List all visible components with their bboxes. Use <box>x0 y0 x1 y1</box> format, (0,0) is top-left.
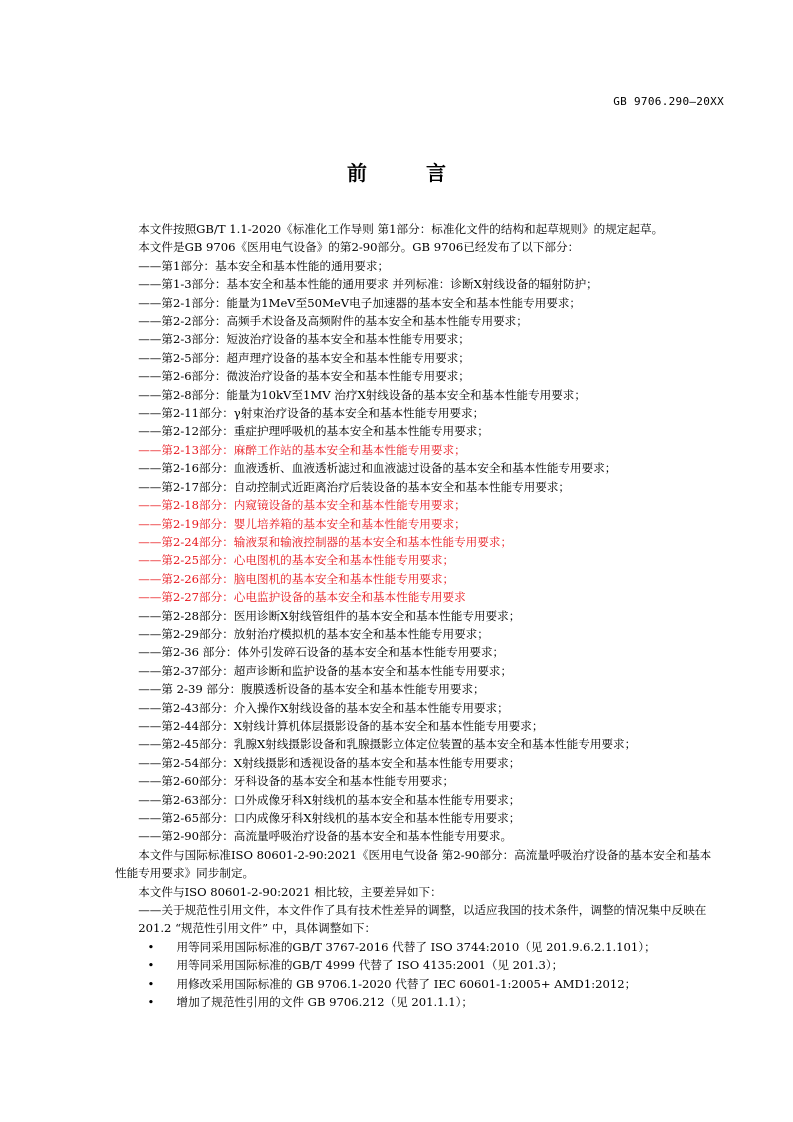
list-item: ——第2-18部分：内窥镜设备的基本安全和基本性能专用要求； <box>138 498 466 513</box>
document-body <box>115 220 717 1011</box>
bullet-list <box>115 938 717 1012</box>
document-id: GB 9706.290—20XX <box>613 95 724 108</box>
bullet-item <box>115 975 717 993</box>
parts-list <box>115 257 717 846</box>
adoption-paragraph: 本文件与国际标准ISO 80601-2-90:2021《医用电气设备 第2-90部分：高流量呼吸治疗设备的基本安全和基本性能专用要求》同步制定。 <box>115 847 712 881</box>
bullet-item <box>115 956 717 974</box>
bullet-dot-icon: • <box>147 939 155 954</box>
change-item <box>115 901 717 938</box>
list-item: ——第2-25部分：心电图机的基本安全和基本性能专用要求； <box>138 553 455 568</box>
comparison-paragraph: 本文件与ISO 80601-2-90:2021 相比较，主要差异如下： <box>138 884 442 899</box>
list-item: ——第2-8部分：能量为10kV至1MV 治疗X射线设备的基本安全和基本性能专用要求； <box>138 387 586 402</box>
list-item: ——第2-37部分：超声诊断和监护设备的基本安全和基本性能专用要求； <box>138 663 513 678</box>
list-item: ——第 2-39 部分：腹膜透析设备的基本安全和基本性能专用要求； <box>138 682 485 697</box>
list-item: ——第2-24部分：输液泵和输液控制器的基本安全和基本性能专用要求； <box>138 534 513 549</box>
list-item: ——第2-17部分：自动控制式近距离治疗后装设备的基本安全和基本性能专用要求； <box>138 479 571 494</box>
list-item: ——第2-54部分：X射线摄影和透视设备的基本安全和基本性能专用要求； <box>138 755 521 770</box>
list-item: ——第2-13部分：麻醉工作站的基本安全和基本性能专用要求； <box>138 442 466 457</box>
list-item: ——第2-43部分：介入操作X射线设备的基本安全和基本性能专用要求； <box>138 700 509 715</box>
list-item: ——第2-11部分：γ射束治疗设备的基本安全和基本性能专用要求； <box>138 406 485 421</box>
list-item: ——第2-28部分：医用诊断X射线管组件的基本安全和基本性能专用要求； <box>138 608 521 623</box>
list-item: ——第2-29部分：放射治疗模拟机的基本安全和基本性能专用要求； <box>138 626 489 641</box>
list-item: ——第2-44部分：X射线计算机体层摄影设备的基本安全和基本性能专用要求； <box>138 718 544 733</box>
list-item: ——第2-16部分：血液透析、血液透析滤过和血液滤过设备的基本安全和基本性能专用要求； <box>138 461 617 476</box>
list-item: ——第2-60部分：牙科设备的基本安全和基本性能专用要求； <box>138 774 455 789</box>
bullet-text: 增加了规范性引用的文件 GB 9706.212（见 201.1.1）； <box>176 995 473 1010</box>
list-item: ——第2-90部分：高流量呼吸治疗设备的基本安全和基本性能专用要求。 <box>138 829 513 844</box>
bullet-dot-icon: • <box>147 995 155 1010</box>
list-item: ——第2-26部分：脑电图机的基本安全和基本性能专用要求； <box>138 571 455 586</box>
bullet-item <box>115 993 717 1011</box>
list-item: ——第1部分：基本安全和基本性能的通用要求； <box>138 258 390 273</box>
list-item: ——第2-45部分：乳腺X射线摄影设备和乳腺摄影立体定位装置的基本安全和基本性能专用要求； <box>138 737 637 752</box>
change-item-text: ——关于规范性引用文件，本文件作了具有技术性差异的调整，以适应我国的技术条件，调整的情况集中反映在 201.2 “规范性引用文件” 中，具体调整如下： <box>138 903 707 936</box>
list-item: ——第2-2部分：高频手术设备及高频附件的基本安全和基本性能专用要求； <box>138 314 528 329</box>
bullet-text: 用修改采用国际标准的 GB 9706.1-2020 代替了 IEC 60601-1:2005+ AMD1:2012； <box>176 976 637 991</box>
intro-paragraph-1: 本文件按照GB/T 1.1-2020《标准化工作导则 第1部分：标准化文件的结构和起草规则》的规定起草。 <box>138 222 664 236</box>
list-item: ——第2-19部分：婴儿培养箱的基本安全和基本性能专用要求； <box>138 516 466 531</box>
list-item: ——第2-1部分：能量为1MeV至50MeV电子加速器的基本安全和基本性能专用要求； <box>138 295 582 310</box>
bullet-dot-icon: • <box>147 958 155 973</box>
list-item: ——第2-36 部分：体外引发碎石设备的基本安全和基本性能专用要求； <box>138 645 505 660</box>
bullet-text: 用等同采用国际标准的GB/T 4999 代替了 ISO 4135:2001（见 201.3）； <box>176 958 564 973</box>
page-title: 前 言 <box>347 161 472 185</box>
list-item: ——第2-65部分：口内成像牙科X射线机的基本安全和基本性能专用要求； <box>138 811 521 825</box>
bullet-item <box>115 938 717 956</box>
list-item: ——第2-5部分：超声理疗设备的基本安全和基本性能专用要求； <box>138 350 470 365</box>
bullet-text: 用等同采用国际标准的GB/T 3767-2016 代替了 ISO 3744:2010（见 201.9.6.2.1.101）； <box>176 939 656 954</box>
bullet-dot-icon: • <box>147 976 155 991</box>
list-item: ——第2-6部分：微波治疗设备的基本安全和基本性能专用要求； <box>138 369 470 384</box>
list-item: ——第2-3部分：短波治疗设备的基本安全和基本性能专用要求； <box>138 332 470 347</box>
list-item: ——第1-3部分：基本安全和基本性能的通用要求 并列标准：诊断X射线设备的辐射防护； <box>138 277 598 292</box>
list-item: ——第2-27部分：心电监护设备的基本安全和基本性能专用要求 <box>138 590 466 605</box>
intro-paragraph-2: 本文件是GB 9706《医用电气设备》的第2-90部分。GB 9706已经发布了以下部分： <box>138 240 580 255</box>
list-item: ——第2-12部分：重症护理呼吸机的基本安全和基本性能专用要求； <box>138 424 489 439</box>
list-item: ——第2-63部分：口外成像牙科X射线机的基本安全和基本性能专用要求； <box>138 792 521 807</box>
